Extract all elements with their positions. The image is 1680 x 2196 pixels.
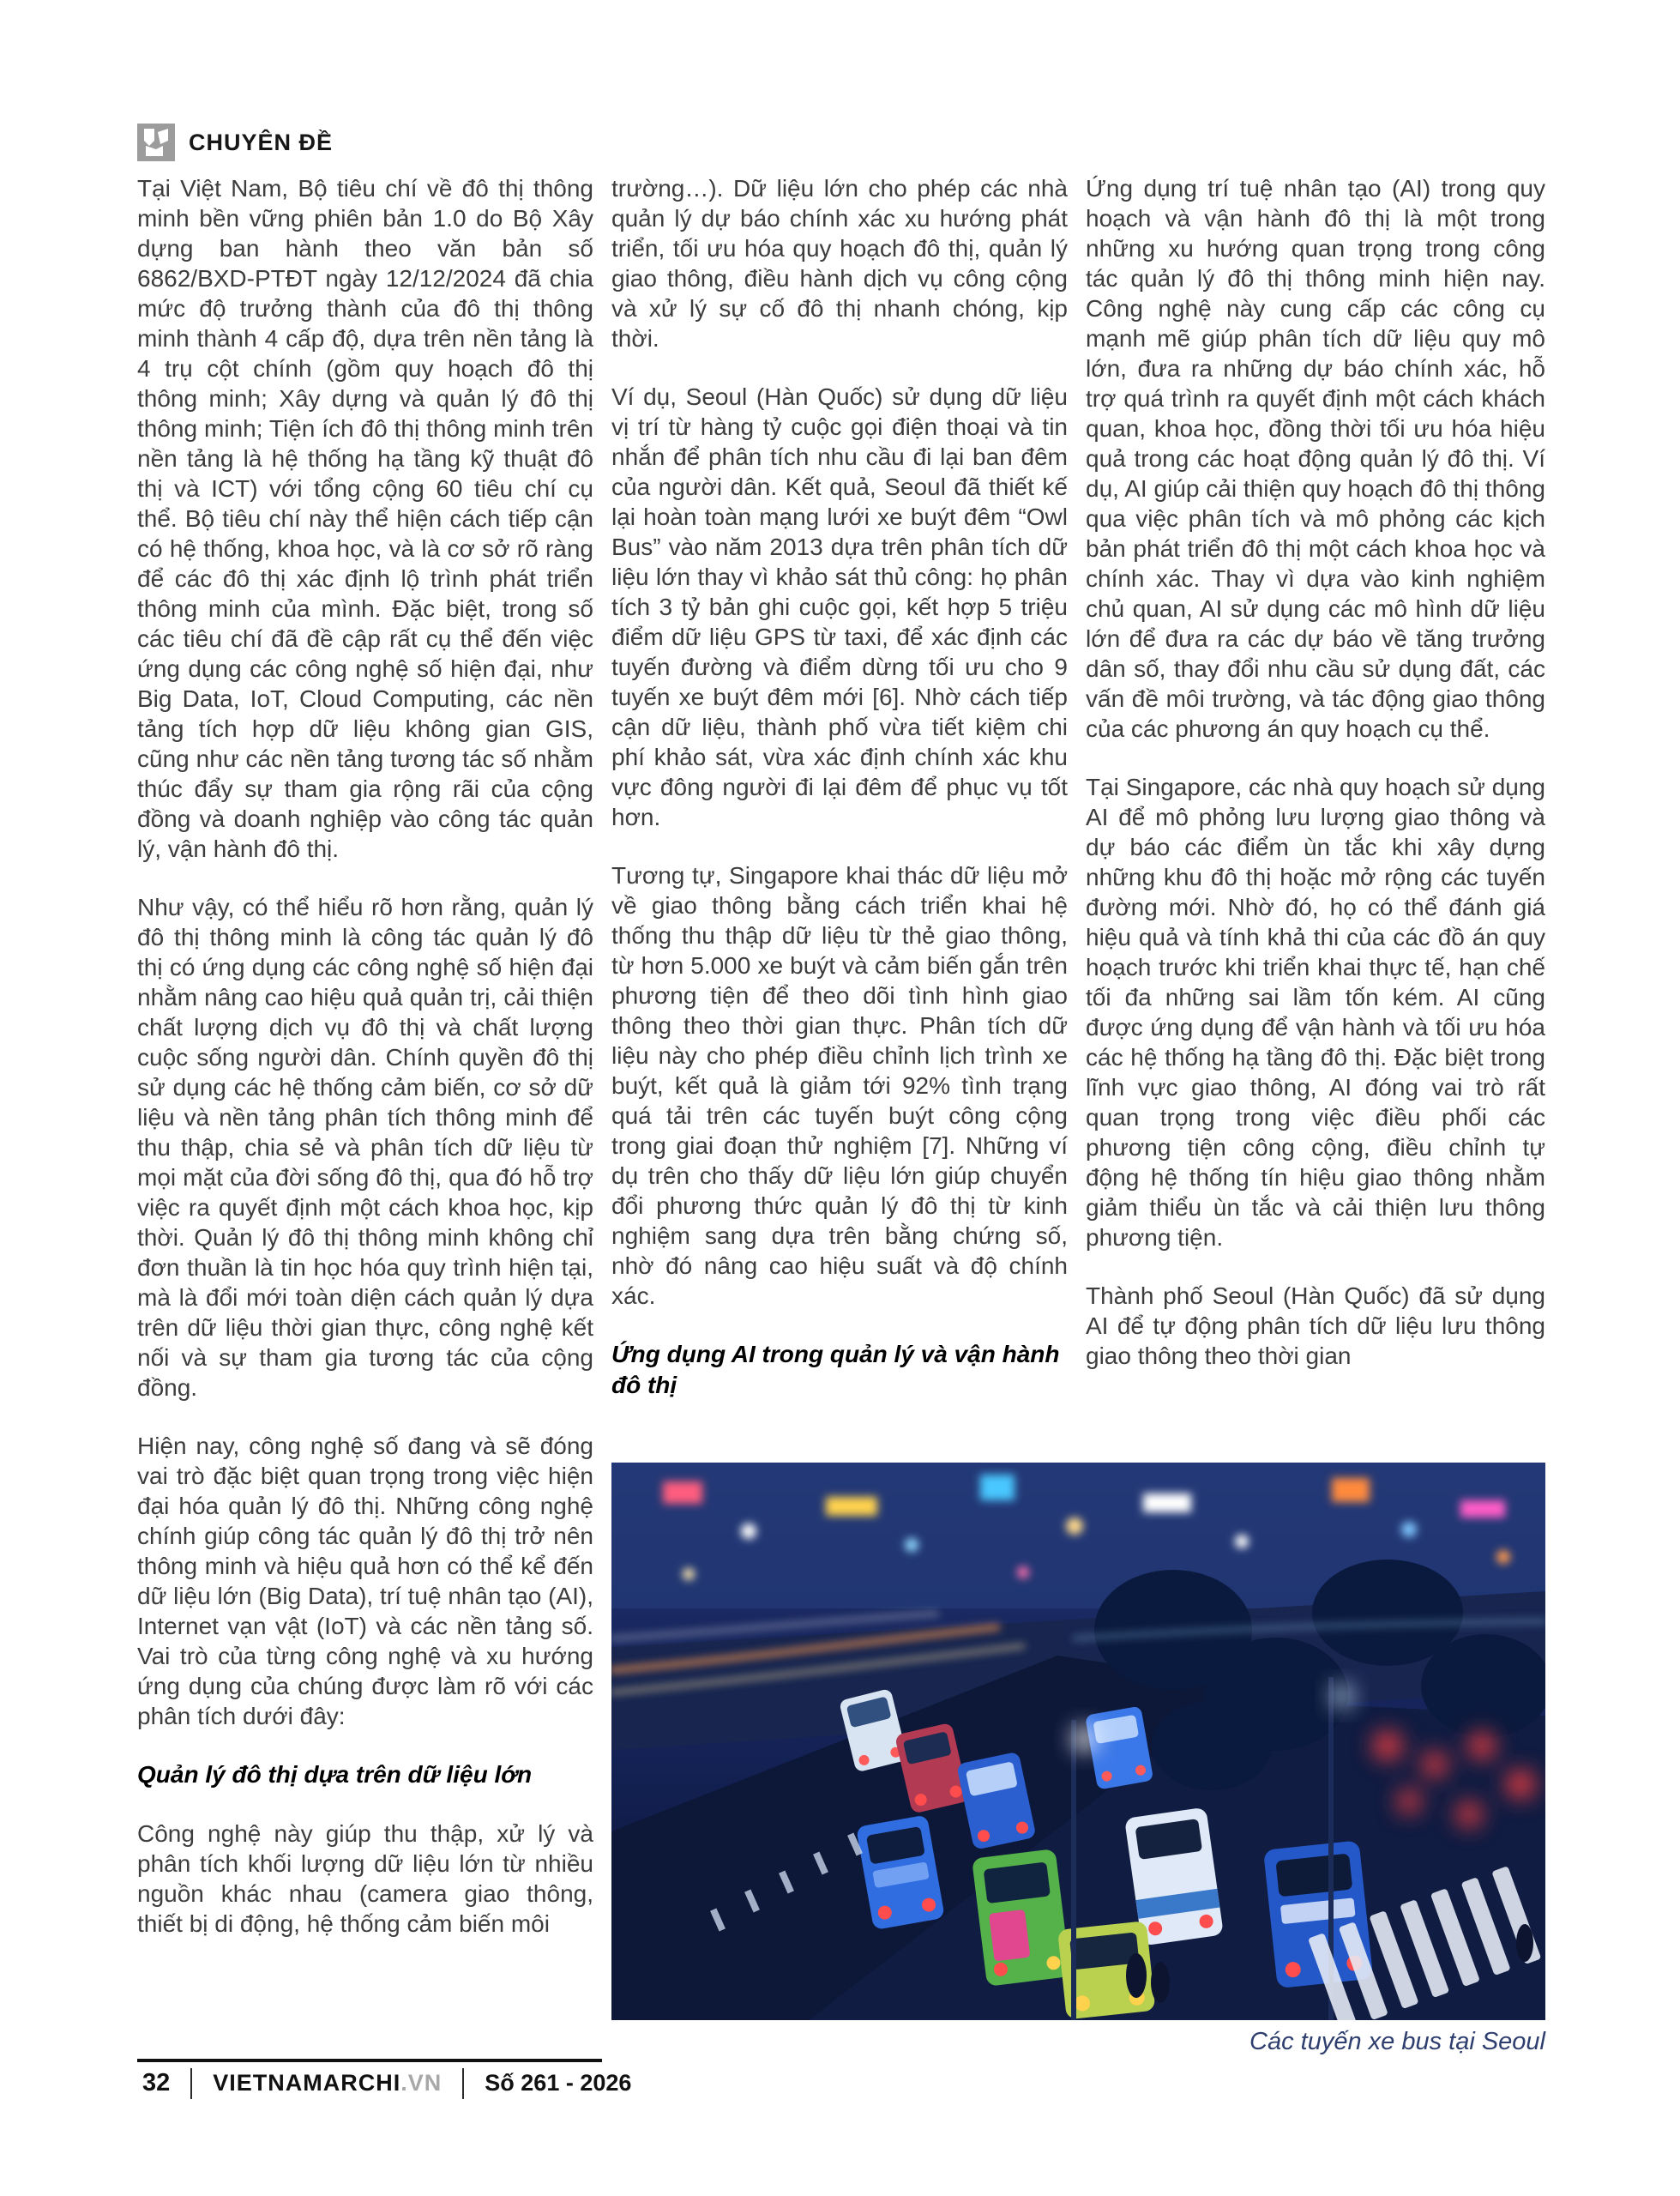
footer-rule (137, 2059, 602, 2062)
paragraph: Hiện nay, công nghệ số đang và sẽ đóng vai trò đặc biệt quan trọng trong việc hiện đại hóa quản lý đô thị. Những công nghệ chính giúp công tác quản lý đô thị trở nên thông minh và hiệu quả hơn có thể kể đến dữ liệu lớn (Big Data), trí tuệ nhân tạo (AI), Internet vạn vật (IoT) và các nền tảng số. Vai trò của từng công nghệ và xu hướng ứng dụng của chúng được làm rõ với các phân tích dưới đây: (137, 1433, 593, 1729)
paragraph: Như vậy, có thể hiểu rõ hơn rằng, quản lý đô thị thông minh là công tác quản lý đô thị có ứng dụng các công nghệ số hiện đại nhằm nâng cao hiệu quả quản trị, cải thiện chất lượng dịch vụ đô thị và chất lượng cuộc sống người dân. Chính quyền đô thị sử dụng các hệ thống cảm biến, cơ sở dữ liệu và nền tảng phân tích thông minh để thu thập, chia sẻ và phân tích dữ liệu từ mọi mặt của đời sống đô thị, qua đó hỗ trợ việc ra quyết định một cách khoa học, kịp thời. Quản lý đô thị thông minh không chỉ đơn thuần là tin học hóa quy trình hiện tại, mà là đổi mới toàn diện cách quản lý dựa trên dữ liệu thời gian thực, công nghệ kết nối và sự tham gia tương tác của cộng đồng. (137, 894, 593, 1401)
section-label: CHUYÊN ĐỀ (189, 129, 334, 155)
subheading-ai: Ứng dụng AI trong quản lý và vận hành đô thị (611, 1341, 1060, 1398)
page-header (137, 124, 333, 161)
seoul-bus-photo (611, 1463, 1545, 2020)
vietnamarchi-logo-icon (137, 124, 175, 161)
article-column-3 (1086, 173, 1545, 1450)
paragraph: Công nghệ này giúp thu thập, xử lý và phân tích khối lượng dữ liệu lớn từ nhiều nguồn khác nhau (camera giao thông, thiết bị di động, hệ thống cảm biến môi (137, 1820, 593, 1937)
subheading-big-data: Quản lý đô thị dựa trên dữ liệu lớn (137, 1761, 533, 1788)
photo-caption: Các tuyến xe bus tại Seoul (1249, 2028, 1545, 2055)
article-column-1 (137, 173, 593, 2048)
brand-name (192, 2068, 462, 2098)
paragraph: trường…). Dữ liệu lớn cho phép các nhà quản lý dự báo chính xác xu hướng phát triển, tối ưu hóa quy hoạch đô thị, quản lý giao thông, điều hành dịch vụ công cộng và xử lý sự cố đô thị nhanh chóng, kịp thời. (611, 175, 1068, 352)
paragraph: Thành phố Seoul (Hàn Quốc) đã sử dụng AI để tự động phân tích dữ liệu lưu thông giao thông theo thời gian (1086, 1282, 1545, 1369)
brand-suffix: .VN (400, 2070, 443, 2096)
paragraph: Tương tự, Singapore khai thác dữ liệu mở về giao thông bằng cách triển khai hệ thống thu thập dữ liệu từ thẻ giao thông, từ hơn 5.000 xe buýt và cảm biến gắn trên phương tiện để theo dõi tình hình giao thông theo thời gian thực. Phân tích dữ liệu này cho phép điều chỉnh lịch trình xe buýt, kết quả là giảm tới 92% tình trạng quá tải trên các tuyến buýt công cộng trong giai đoạn thử nghiệm [7]. Những ví dụ trên cho thấy dữ liệu lớn giúp chuyển đổi phương thức quản lý đô thị từ kinh nghiệm sang dựa trên bằng chứng số, nhờ đó nâng cao hiệu suất và độ chính xác. (611, 862, 1068, 1309)
paragraph: Tại Việt Nam, Bộ tiêu chí về đô thị thông minh bền vững phiên bản 1.0 do Bộ Xây dựng ban hành theo văn bản số 6862/BXD-PTĐT ngày 12/12/2024 đã chia mức độ trưởng thành của đô thị thông minh thành 4 cấp độ, dựa trên nền tảng là 4 trụ cột chính (gồm quy hoạch đô thị thông minh; Xây dựng và quản lý đô thị thông minh; Tiện ích đô thị thông minh trên nền tảng là hệ thống hạ tầng kỹ thuật đô thị và ICT) với tổng cộng 60 tiêu chí cụ thể. Bộ tiêu chí này thể hiện cách tiếp cận có hệ thống, khoa học, và là cơ sở rõ ràng để các đô thị xác định lộ trình phát triển thông minh của mình. Đặc biệt, trong số các tiêu chí đã đề cập rất cụ thể đến việc ứng dụng các công nghệ số hiện đại, như Big Data, IoT, Cloud Computing, các nền tảng tích hợp dữ liệu không gian GIS, cũng như các nền tảng tương tác số nhằm thúc đẩy sự tham gia rộng rãi của cộng đồng và doanh nghiệp vào công tác quản lý, vận hành đô thị. (137, 175, 593, 862)
paragraph: Ví dụ, Seoul (Hàn Quốc) sử dụng dữ liệu vị trí từ hàng tỷ cuộc gọi điện thoại và tin nhắn để phân tích nhu cầu đi lại ban đêm của người dân. Kết quả, Seoul đã thiết kế lại hoàn toàn mạng lưới xe buýt đêm “Owl Bus” vào năm 2013 dựa trên phân tích dữ liệu lớn thay vì khảo sát thủ công: họ phân tích 3 tỷ bản ghi cuộc gọi, kết hợp 5 triệu điểm dữ liệu GPS từ taxi, để xác định các tuyến đường và điểm dừng tối ưu cho 9 tuyến xe buýt đêm mới [6]. Nhờ cách tiếp cận dữ liệu, thành phố vừa tiết kiệm chi phí khảo sát, vừa xác định chính xác khu vực đông người đi lại đêm để phục vụ tốt hơn. (611, 383, 1068, 830)
paragraph: Tại Singapore, các nhà quy hoạch sử dụng AI để mô phỏng lưu lượng giao thông và dự báo các điểm ùn tắc khi xây dựng những khu đô thị hoặc mở rộng các tuyến đường mới. Nhờ đó, họ có thể đánh giá hiệu quả và tính khả thi của các đồ án quy hoạch trước khi triển khai thực tế, hạn chế tối đa những sai lầm tốn kém. AI cũng được ứng dụng để vận hành và tối ưu hóa các hệ thống hạ tầng đô thị. Đặc biệt trong lĩnh vực giao thông, AI đóng vai trò rất quan trọng trong việc điều phối các phương tiện công cộng, điều chỉnh tự động hệ thống tín hiệu giao thông nhằm giảm thiểu ùn tắc và cải thiện lưu thông phương tiện. (1086, 774, 1545, 1251)
page-number: 32 (142, 2069, 171, 2096)
paragraph: Ứng dụng trí tuệ nhân tạo (AI) trong quy hoạch và vận hành đô thị là một trong những xu hướng quan trọng trong công tác quản lý đô thị thông minh hiện nay. Công nghệ này cung cấp các công cụ mạnh mẽ giúp phân tích dữ liệu quy mô lớn, đưa ra những dự báo chính xác, hỗ trợ quá trình ra quyết định một cách khách quan, khoa học, đồng thời tối ưu hóa hiệu quả trong các hoạt động quản lý đô thị. Ví dụ, AI giúp cải thiện quy hoạch đô thị thông qua việc phân tích và mô phỏng các kịch bản phát triển đô thị một cách khoa học và chính xác. Thay vì dựa vào kinh nghiệm chủ quan, AI sử dụng các mô hình dữ liệu lớn để đưa ra các dự báo về tăng trưởng dân số, thay đổi nhu cầu sử dụng đất, các vấn đề môi trường, và tác động giao thông của các phương án quy hoạch cụ thể. (1086, 175, 1545, 742)
issue-number: Số 261 - 2026 (485, 2070, 632, 2096)
page-footer (137, 2067, 636, 2099)
brand-main: VIETNAMARCHI (213, 2070, 401, 2096)
article-column-2 (611, 173, 1068, 1450)
